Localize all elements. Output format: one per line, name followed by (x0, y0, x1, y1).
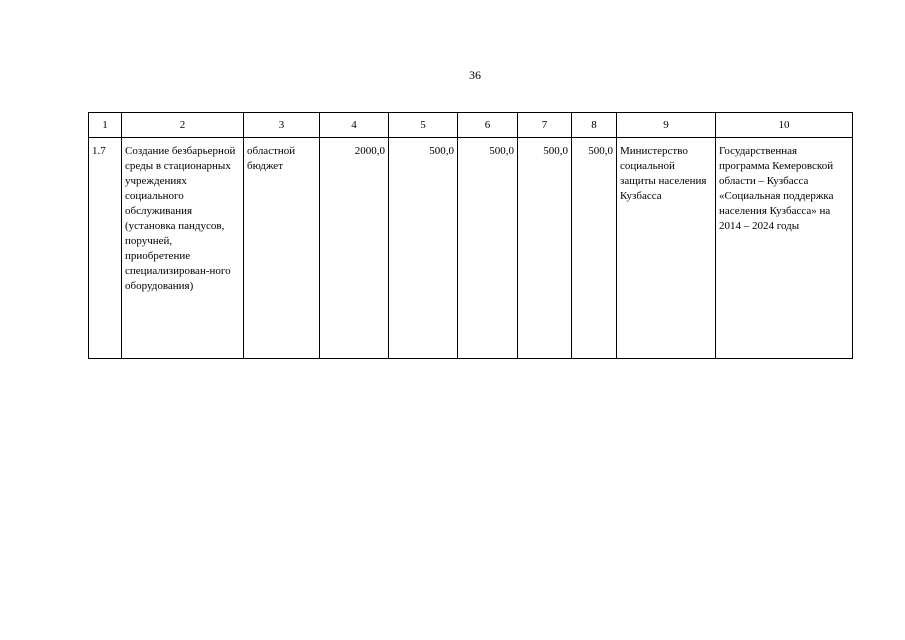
table-row (89, 138, 853, 359)
table-header-row (89, 113, 853, 138)
header-cell: 2 (122, 113, 244, 138)
year3-amount-cell: 500,0 (518, 138, 572, 359)
header-cell: 10 (716, 113, 853, 138)
header-cell: 4 (320, 113, 389, 138)
year1-amount-cell: 500,0 (389, 138, 458, 359)
executor-cell: Министерство социальной защиты населения Кузбасса (617, 138, 716, 359)
header-cell: 9 (617, 113, 716, 138)
year2-amount-cell: 500,0 (458, 138, 518, 359)
year4-amount-cell: 500,0 (572, 138, 617, 359)
header-cell: 1 (89, 113, 122, 138)
page-number: 36 (469, 68, 481, 82)
program-cell: Государственная программа Кемеровской области – Кузбасса «Социальная поддержка населения Кузбасса» на 2014 – 2024 годы (716, 138, 853, 359)
row-index-cell: 1.7 (89, 138, 122, 359)
header-cell: 6 (458, 113, 518, 138)
document-table (88, 112, 853, 359)
total-amount-cell: 2000,0 (320, 138, 389, 359)
header-cell: 3 (244, 113, 320, 138)
funding-source-cell: областной бюджет (244, 138, 320, 359)
header-cell: 8 (572, 113, 617, 138)
header-cell: 7 (518, 113, 572, 138)
header-cell: 5 (389, 113, 458, 138)
activity-name-cell: Создание безбарьерной среды в стационарных учреждениях социального обслуживания (установка пандусов, поручней, приобретение специализирован-ного оборудования) (122, 138, 244, 359)
